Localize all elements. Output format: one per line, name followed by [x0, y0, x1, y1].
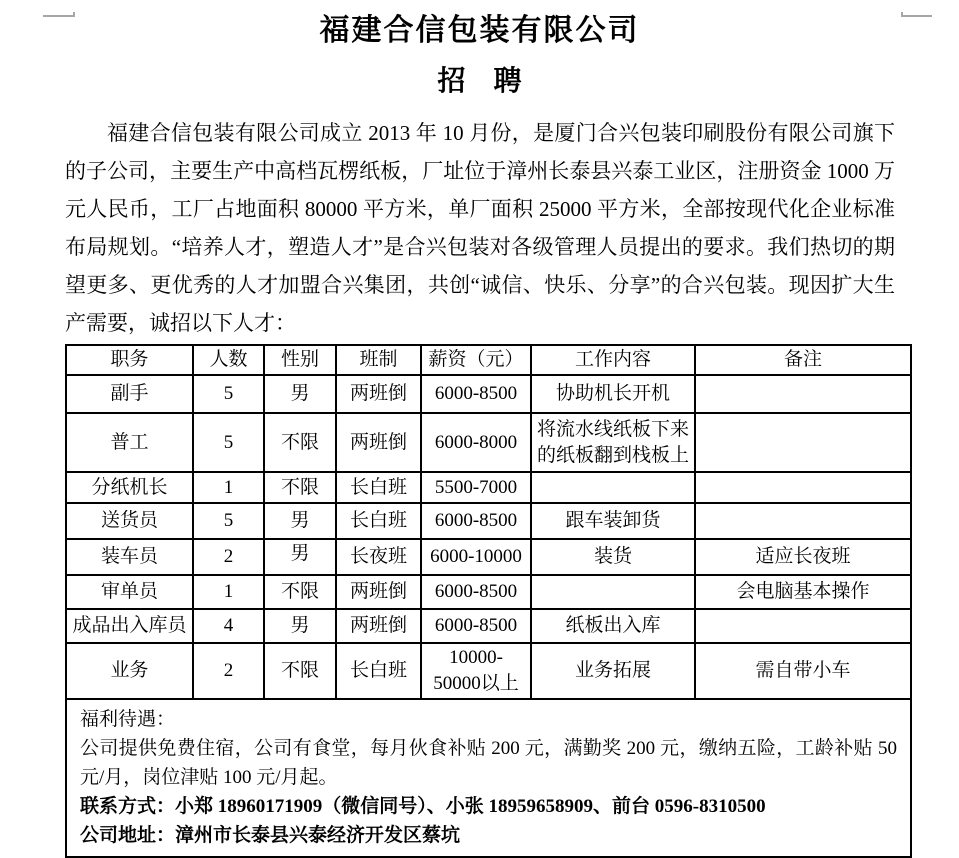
job-row	[66, 609, 911, 643]
headcount-cell: 5	[193, 413, 264, 472]
position-cell: 送货员	[66, 503, 193, 539]
gender-cell: 男	[264, 609, 336, 643]
remarks-cell	[695, 472, 911, 503]
gender-cell: 不限	[264, 472, 336, 503]
position-cell: 副手	[66, 375, 193, 413]
document-page	[0, 12, 959, 846]
col-header-remarks: 备注	[695, 345, 911, 375]
headcount-cell: 5	[193, 375, 264, 413]
col-header-duties: 工作内容	[531, 345, 695, 375]
jobs-table	[65, 344, 912, 858]
contact-line: 联系方式：小郑 18960171909（微信同号）、小张 18959658909、前台 0596-8310500	[80, 796, 766, 817]
job-row	[66, 575, 911, 609]
job-row	[66, 472, 911, 503]
remarks-cell	[695, 609, 911, 643]
job-row	[66, 375, 911, 413]
position-cell: 审单员	[66, 575, 193, 609]
remarks-cell: 适应长夜班	[695, 539, 911, 575]
company-title: 福建合信包装有限公司	[319, 14, 640, 47]
col-header-gender: 性别	[264, 345, 336, 375]
margin-crop-mark-top-left	[43, 12, 75, 17]
gender-cell: 男	[264, 375, 336, 413]
duties-cell: 跟车装卸货	[531, 503, 695, 539]
job-row	[66, 503, 911, 539]
job-row	[66, 413, 911, 472]
remarks-cell: 会电脑基本操作	[695, 575, 911, 609]
headcount-cell: 5	[193, 503, 264, 539]
duties-cell	[531, 575, 695, 609]
headcount-cell: 1	[193, 575, 264, 609]
position-cell: 分纸机长	[66, 472, 193, 503]
shift-cell: 长白班	[336, 503, 421, 539]
gender-cell: 男	[264, 539, 336, 575]
salary-cell: 6000-10000	[421, 539, 531, 575]
headcount-cell: 2	[193, 539, 264, 575]
salary-cell: 10000-50000以上	[421, 643, 531, 699]
duties-cell: 业务拓展	[531, 643, 695, 699]
duties-cell: 将流水线纸板下来的纸板翻到栈板上	[531, 413, 695, 472]
col-header-headcount: 人数	[193, 345, 264, 375]
duties-cell: 纸板出入库	[531, 609, 695, 643]
gender-cell: 不限	[264, 643, 336, 699]
benefits-text: 公司提供免费住宿，公司有食堂，每月伙食补贴 200 元，满勤奖 200 元，缴纳五险，工龄补贴 50 元/月，岗位津贴 100 元/月起。	[80, 738, 897, 788]
position-cell: 装车员	[66, 539, 193, 575]
gender-cell: 男	[264, 503, 336, 539]
col-header-position: 职务	[66, 345, 193, 375]
shift-cell: 长白班	[336, 643, 421, 699]
remarks-cell	[695, 413, 911, 472]
margin-crop-mark-top-right	[901, 12, 932, 17]
intro-paragraph: 福建合信包装有限公司成立 2013 年 10 月份，是厦门合兴包装印刷股份有限公司旗下的子公司，主要生产中高档瓦楞纸板，厂址位于漳州长泰县兴泰工业区，注册资金 1000 万元人民币，工厂占地面积 80000 平方米，单厂面积 25000 平方米，全部按现代化企业标准布局规划。“培养人才，塑造人才”是合兴包装对各级管理人员提出的要求。我们热切的期望更多、更优秀的人才加盟合兴集团，共创“诚信、快乐、分享”的合兴包装。现因扩大生产需要，诚招以下人才：	[65, 121, 895, 335]
shift-cell: 两班倒	[336, 575, 421, 609]
headcount-cell: 2	[193, 643, 264, 699]
gender-cell: 不限	[264, 575, 336, 609]
duties-cell: 协助机长开机	[531, 375, 695, 413]
col-header-shift: 班制	[336, 345, 421, 375]
gender-cell: 不限	[264, 413, 336, 472]
duties-cell	[531, 472, 695, 503]
headcount-cell: 1	[193, 472, 264, 503]
salary-cell: 6000-8000	[421, 413, 531, 472]
job-row	[66, 539, 911, 575]
job-row	[66, 643, 911, 699]
benefits-and-contact-cell	[66, 699, 911, 857]
salary-cell: 6000-8500	[421, 609, 531, 643]
table-footer-row	[66, 699, 911, 857]
shift-cell: 两班倒	[336, 609, 421, 643]
remarks-cell	[695, 375, 911, 413]
remarks-cell: 需自带小车	[695, 643, 911, 699]
col-header-salary: 薪资（元）	[421, 345, 531, 375]
address-line: 公司地址：漳州市长泰县兴泰经济开发区蔡坑	[80, 825, 461, 846]
benefits-title: 福利待遇：	[80, 709, 176, 730]
salary-cell: 6000-8500	[421, 503, 531, 539]
position-cell: 普工	[66, 413, 193, 472]
salary-cell: 5500-7000	[421, 472, 531, 503]
recruitment-heading: 招 聘	[437, 66, 522, 97]
headcount-cell: 4	[193, 609, 264, 643]
position-cell: 业务	[66, 643, 193, 699]
shift-cell: 两班倒	[336, 375, 421, 413]
table-header-row	[66, 345, 911, 375]
shift-cell: 两班倒	[336, 413, 421, 472]
shift-cell: 长夜班	[336, 539, 421, 575]
shift-cell: 长白班	[336, 472, 421, 503]
position-cell: 成品出入库员	[66, 609, 193, 643]
duties-cell: 装货	[531, 539, 695, 575]
salary-cell: 6000-8500	[421, 375, 531, 413]
remarks-cell	[695, 503, 911, 539]
salary-cell: 6000-8500	[421, 575, 531, 609]
